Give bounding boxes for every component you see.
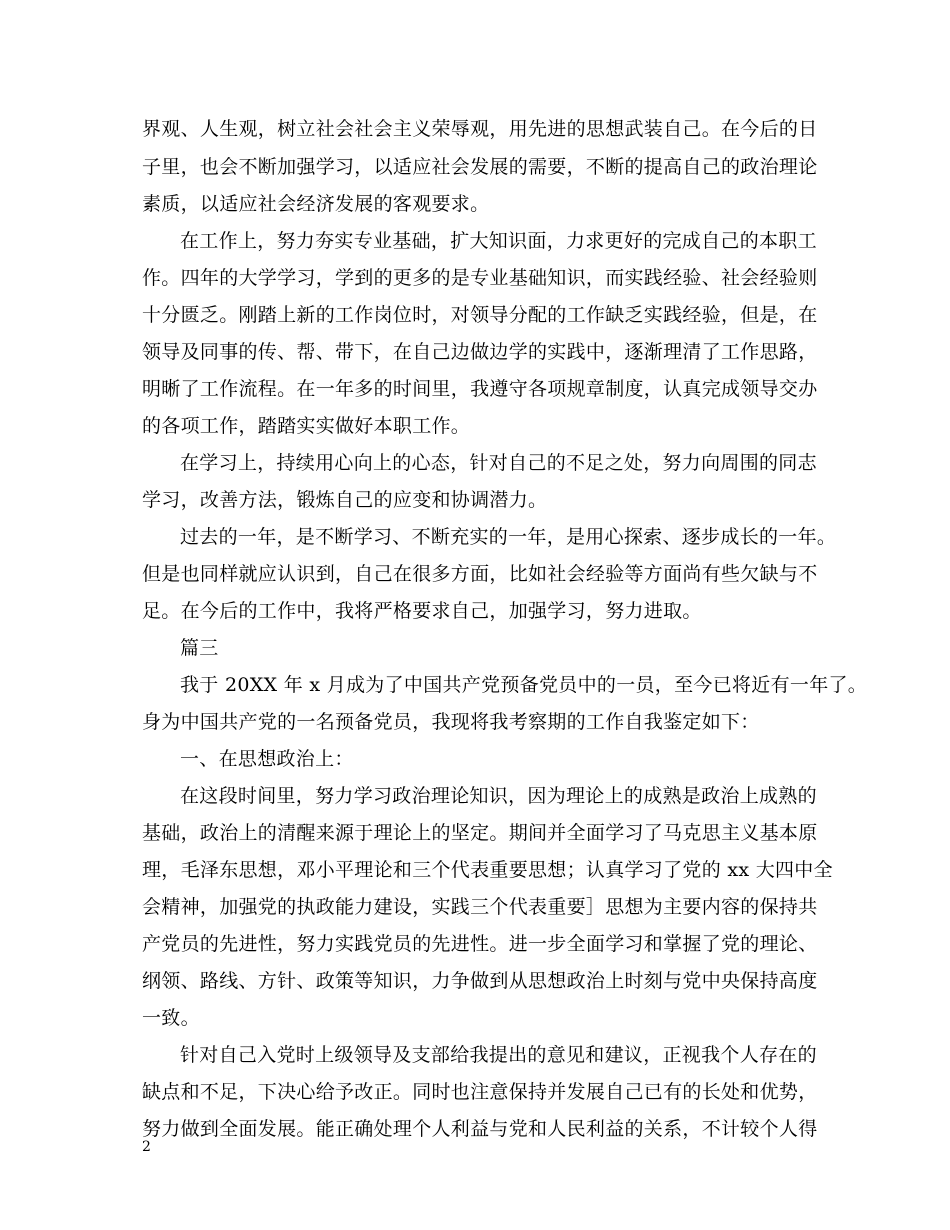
text-line: 努力做到全面发展。能正确处理个人利益与党和人民利益的关系，不计较个人得 <box>142 1118 818 1140</box>
text-line: 产党员的先进性，努力实践党员的先进性。进一步全面学习和掌握了党的理论、 <box>142 933 818 955</box>
text-line: 明晰了工作流程。在一年多的时间里，我遵守各项规章制度，认真完成领导交办 <box>142 378 818 400</box>
text-line: 身为中国共产党的一名预备党员，我现将我考察期的工作自我鉴定如下： <box>142 711 760 733</box>
text-line: 学习，改善方法，锻炼自己的应变和协调潜力。 <box>142 489 548 511</box>
text-line: 但是也同样就应认识到，自己在很多方面，比如社会经验等方面尚有些欠缺与不 <box>142 563 818 585</box>
text-line: 过去的一年，是不断学习、不断充实的一年，是用心探索、逐步成长的一年。 <box>180 526 837 548</box>
text-line: 的各项工作，踏踏实实做好本职工作。 <box>142 415 471 437</box>
text-line: 我于 20XX 年 x 月成为了中国共产党预备党员中的一员，至今已将近有一年了。 <box>180 674 868 696</box>
page-number: 2 <box>142 1139 151 1155</box>
text-line: 素质，以适应社会经济发展的客观要求。 <box>142 193 490 215</box>
text-line: 领导及同事的传、帮、带下，在自己边做边学的实践中，逐渐理清了工作思路， <box>142 341 818 363</box>
text-line: 纲领、路线、方针、政策等知识，力争做到从思想政治上时刻与党中央保持高度 <box>142 970 818 992</box>
section-heading: 篇三 <box>180 637 219 659</box>
text-line: 作。四年的大学学习，学到的更多的是专业基础知识，而实践经验、社会经验则 <box>142 267 818 289</box>
text-line: 界观、人生观，树立社会社会主义荣辱观，用先进的思想武装自己。在今后的日 <box>142 118 818 140</box>
text-line: 基础，政治上的清醒来源于理论上的坚定。期间并全面学习了马克思主义基本原 <box>142 822 818 844</box>
text-line: 在学习上，持续用心向上的心态，针对自己的不足之处，努力向周围的同志 <box>180 452 817 474</box>
text-line: 一致。 <box>142 1007 200 1029</box>
text-line: 在这段时间里，努力学习政治理论知识，因为理论上的成熟是政治上成熟的 <box>180 785 817 807</box>
text-line: 十分匮乏。刚踏上新的工作岗位时，对领导分配的工作缺乏实践经验，但是，在 <box>142 304 818 326</box>
text-line: 理，毛泽东思想，邓小平理论和三个代表重要思想；认真学习了党的 xx 大四中全 <box>142 859 833 881</box>
text-line: 会精神，加强党的执政能力建设，实践三个代表重要］思想为主要内容的保持共 <box>142 896 818 918</box>
text-line: 子里，也会不断加强学习，以适应社会发展的需要，不断的提高自己的政治理论 <box>142 156 818 178</box>
text-line: 足。在今后的工作中，我将严格要求自己，加强学习，努力进取。 <box>142 600 702 622</box>
text-line: 缺点和不足，下决心给予改正。同时也注意保持并发展自己已有的长处和优势， <box>142 1081 818 1103</box>
subsection-heading: 一、在思想政治上： <box>180 748 354 770</box>
text-line: 在工作上，努力夯实专业基础，扩大知识面，力求更好的完成自己的本职工 <box>180 230 817 252</box>
text-line: 针对自己入党时上级领导及支部给我提出的意见和建议，正视我个人存在的 <box>180 1044 817 1066</box>
